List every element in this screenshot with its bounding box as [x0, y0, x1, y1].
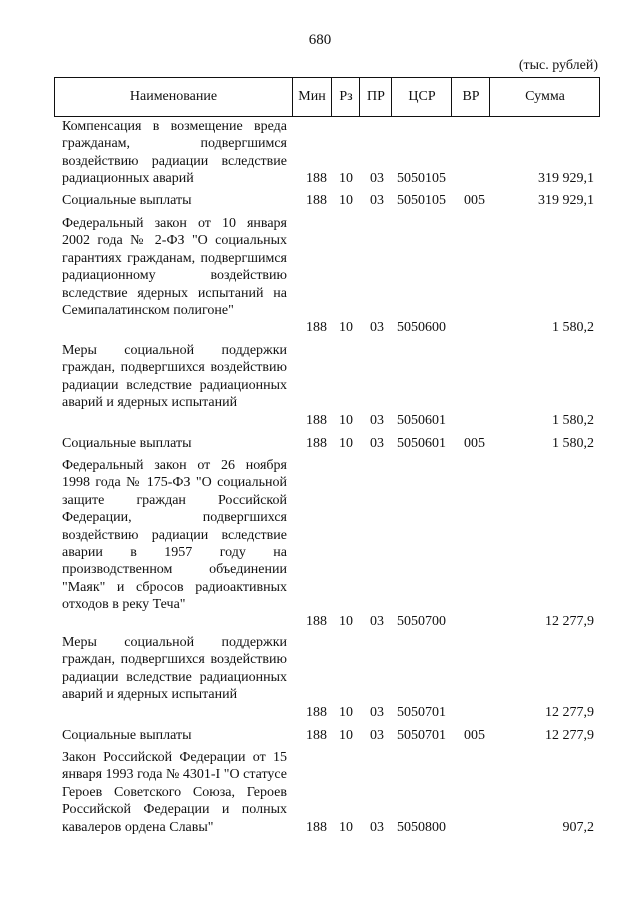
- row-rz: 10: [339, 728, 353, 743]
- row-name: Меры социальной поддержки граждан, подвергшихся воздействию радиации вследствие радиационных аварий и ядерных испытаний: [62, 343, 287, 411]
- row-pr: 03: [370, 436, 384, 451]
- header-name: Наименование: [129, 89, 218, 104]
- row-name: Социальные выплаты: [62, 728, 192, 743]
- row-min: 188: [306, 320, 327, 335]
- table-row: [0, 458, 640, 634]
- row-sum: 12 277,9: [545, 728, 594, 743]
- row-pr: 03: [370, 820, 384, 835]
- row-rz: 10: [339, 820, 353, 835]
- header-rz: Рз: [331, 78, 360, 116]
- row-name: Федеральный закон от 10 января 2002 года № 2-ФЗ "О социальных гарантиях гражданам, подвергшимся радиационному воздействию вследствие ядерных испытаний на Семипалатинском полигоне": [62, 216, 287, 319]
- row-rz: 10: [339, 171, 353, 186]
- row-name: Меры социальной поддержки граждан, подвергшихся воздействию радиации вследствие радиационных аварий и ядерных испытаний: [62, 635, 287, 703]
- page-number: 680: [308, 32, 332, 48]
- row-name: Компенсация в возмещение вреда гражданам, подвергшимся воздействию радиации вследствие радиационных аварий: [62, 119, 287, 187]
- table-header: [54, 77, 600, 117]
- row-vr: 005: [464, 193, 485, 208]
- row-csr: 5050800: [397, 820, 446, 835]
- row-pr: 03: [370, 413, 384, 428]
- row-min: 188: [306, 728, 327, 743]
- row-pr: 03: [370, 193, 384, 208]
- table-row: [0, 634, 640, 730]
- header-sum: Сумма: [489, 78, 600, 116]
- row-min: 188: [306, 705, 327, 720]
- row-pr: 03: [370, 320, 384, 335]
- row-vr: 005: [464, 728, 485, 743]
- row-min: 188: [306, 614, 327, 629]
- row-rz: 10: [339, 413, 353, 428]
- row-vr: 005: [464, 436, 485, 451]
- row-csr: 5050600: [397, 320, 446, 335]
- table-row: [0, 218, 640, 342]
- row-csr: 5050601: [397, 413, 446, 428]
- row-min: 188: [306, 193, 327, 208]
- row-name: Закон Российской Федерации от 15 января 1993 года № 4301-I "О статусе Героев Советского Союза, Героев Российской Федерации и полных кавалеров ордена Славы": [62, 750, 287, 835]
- header-vr: ВР: [451, 78, 490, 116]
- row-rz: 10: [339, 705, 353, 720]
- row-csr: 5050701: [397, 705, 446, 720]
- row-rz: 10: [339, 193, 353, 208]
- units-label: (тыс. рублей): [518, 58, 598, 73]
- row-sum: 1 580,2: [552, 320, 594, 335]
- row-sum: 12 277,9: [545, 705, 594, 720]
- row-csr: 5050700: [397, 614, 446, 629]
- row-csr: 5050105: [397, 193, 446, 208]
- row-min: 188: [306, 171, 327, 186]
- table-row: [0, 342, 640, 438]
- row-rz: 10: [339, 436, 353, 451]
- row-rz: 10: [339, 320, 353, 335]
- row-sum: 1 580,2: [552, 436, 594, 451]
- table-row: [0, 438, 640, 458]
- row-pr: 03: [370, 728, 384, 743]
- table-row: [0, 730, 640, 750]
- table-row: [0, 750, 640, 846]
- row-sum: 12 277,9: [545, 614, 594, 629]
- header-min: Мин: [292, 78, 331, 116]
- row-name: Федеральный закон от 26 ноября 1998 года № 175-ФЗ "О социальной защите граждан Российской Федерации, подвергшихся воздействию радиации вследствие аварии в 1957 году на производственном объединении "Маяк" и сбросов радиоактивных отходов в реку Теча": [62, 458, 287, 613]
- table-row: [0, 118, 640, 198]
- row-pr: 03: [370, 614, 384, 629]
- row-csr: 5050105: [397, 171, 446, 186]
- row-sum: 319 929,1: [538, 193, 594, 208]
- row-pr: 03: [370, 171, 384, 186]
- row-csr: 5050701: [397, 728, 446, 743]
- header-csr: ЦСР: [391, 78, 452, 116]
- row-sum: 1 580,2: [552, 413, 594, 428]
- row-sum: 319 929,1: [538, 171, 594, 186]
- row-name: Социальные выплаты: [62, 193, 192, 208]
- row-min: 188: [306, 820, 327, 835]
- row-sum: 907,2: [562, 820, 594, 835]
- row-min: 188: [306, 413, 327, 428]
- row-name: Социальные выплаты: [62, 436, 192, 451]
- row-rz: 10: [339, 614, 353, 629]
- header-pr: ПР: [359, 78, 392, 116]
- row-min: 188: [306, 436, 327, 451]
- row-pr: 03: [370, 705, 384, 720]
- row-csr: 5050601: [397, 436, 446, 451]
